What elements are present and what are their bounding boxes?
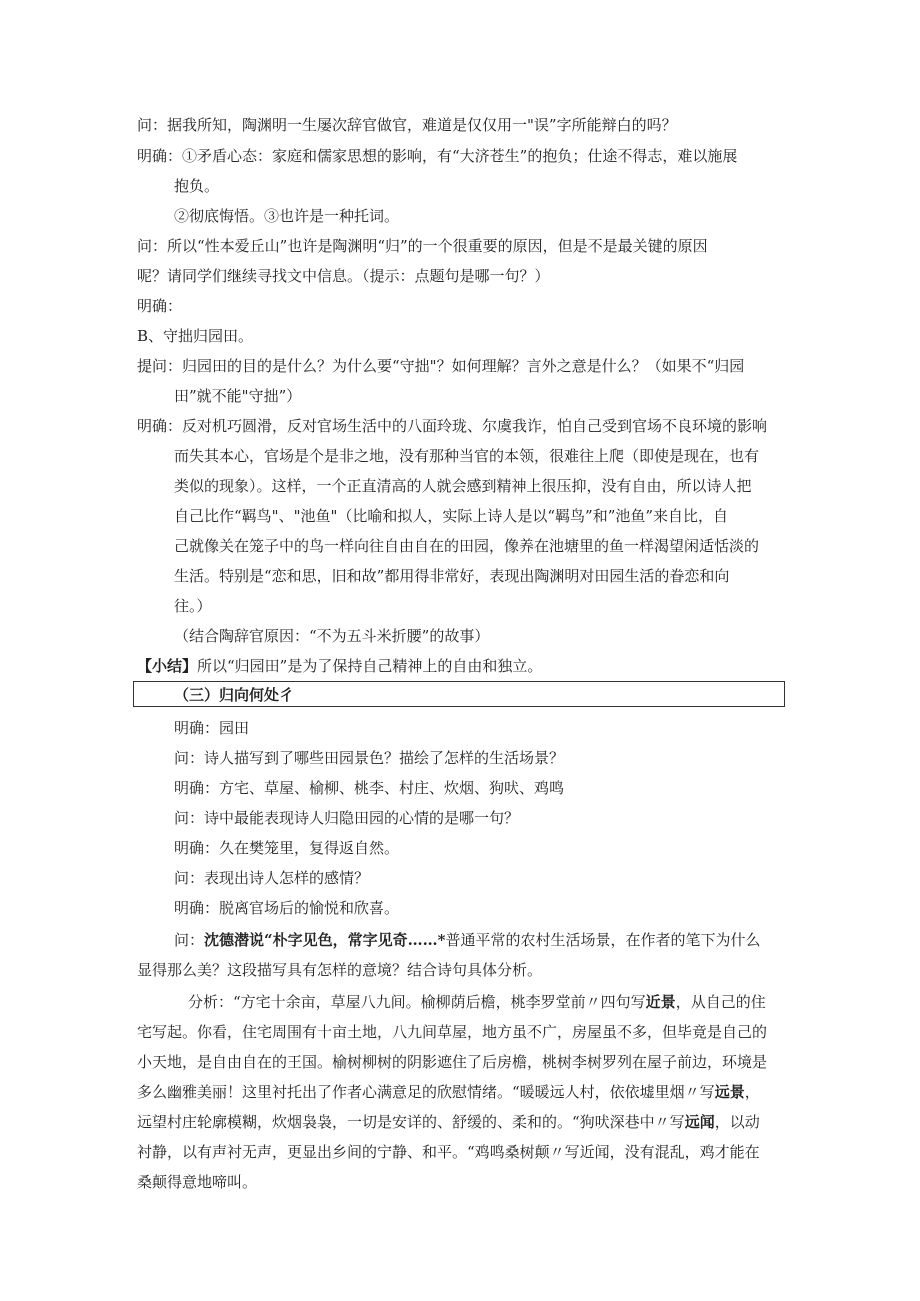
text-line: 问：所以“性本爱丘山”也许是陶渊明“归”的一个很重要的原因，但是不是最关键的原因 xyxy=(137,237,708,255)
text-line: 问：沈德潜说“朴字见色，常字见奇……*普通平常的农村生活场景，在作者的笔下为什么 xyxy=(174,931,761,949)
text-line: 己就像关在笼子中的鸟一样向往自由自在的田园，像养在池塘里的鱼一样渴望闲适恬淡的 xyxy=(174,537,760,555)
text-line: 多么幽雅美丽！这里衬托出了作者心满意足的欣慰情绪。“暖暖远人村，依依墟里烟〃写远景， xyxy=(137,1083,760,1101)
keyword-bold: 远闻 xyxy=(684,1113,715,1131)
text-line: 生活。特别是“恋和思，旧和故”都用得非常好，表现出陶渊明对田园生活的眷恋和向 xyxy=(174,567,730,585)
text-line: 明确：①矛盾心态：家庭和儒家思想的影响，有“大济苍生”的抱负；仕途不得志，难以施展 xyxy=(137,147,738,165)
keyword-bold: 近景 xyxy=(645,993,676,1011)
text-line: 显得那么美？这段描写具有怎样的意境？结合诗句具体分析。 xyxy=(137,961,543,979)
text-line: 明确：反对机巧圆滑，反对官场生活中的八面玲珑、尔虞我诈，怕自己受到官场不良环境的影响 xyxy=(137,417,768,435)
text-line: 而失其本心，官场是个是非之地，没有那种当官的本领，很难往上爬（即使是现在，也有 xyxy=(174,447,760,465)
text-line: 衬静，以有声衬无声，更显出乡间的宁静、和平。“鸡鸣桑树颠〃写近闻，没有混乱，鸡才能在 xyxy=(137,1143,760,1161)
text-line: 小天地，是自由自在的王国。榆树柳树的阴影遮住了后房檐，桃树李树罗列在屋子前边，环境是 xyxy=(137,1053,768,1071)
text-line: 明确：脱离官场后的愉悦和欣喜。 xyxy=(174,899,400,917)
summary-line xyxy=(137,656,542,676)
text-line: 提问：归园田的目的是什么？为什么要“守拙"？如何理解？言外之意是什么？（如果不“归园 xyxy=(137,357,745,375)
text-line: 问：诗中最能表现诗人归隐田园的心情的是哪一句？ xyxy=(174,809,520,827)
text-line: 桑颠得意地啼叫。 xyxy=(137,1173,258,1191)
text-line: 自己比作“羁鸟"、"池鱼"（比喻和拟人，实际上诗人是以“羁鸟”和”池鱼”来自比，自 xyxy=(174,507,729,525)
text-line: 往。） xyxy=(174,597,212,615)
text-line: B、守拙归园田。 xyxy=(137,327,254,345)
summary-label: 【小结】 xyxy=(137,657,198,675)
keyword-bold: 远景 xyxy=(714,1083,745,1101)
text-line: ②彻底悔悟。③也许是一种托词。 xyxy=(174,207,400,225)
text-line: 抱负。 xyxy=(174,177,220,195)
text-line: （结合陶辞官原因：“不为五斗米折腰”的故事） xyxy=(174,627,490,645)
text-line: 明确：园田 xyxy=(174,719,250,737)
text-line: 田”就不能"守拙”） xyxy=(174,387,302,405)
text-line: 明确：方宅、草屋、榆柳、桃李、村庄、炊烟、狗吠、鸡鸣 xyxy=(174,779,565,797)
text-line: 分析：“方宅十余亩，草屋八九间。榆柳荫后檐，桃李罗堂前〃四句写近景，从自己的住 xyxy=(188,993,766,1011)
text-line: 宅写起。你看，住宅周围有十亩土地，八九间草屋，地方虽不广，房屋虽不多，但毕竟是自己的 xyxy=(137,1023,768,1041)
text-line: 明确：久在樊笼里，复得返自然。 xyxy=(174,839,400,857)
text-line: 问：据我所知，陶渊明一生屡次辞官做官，难道是仅仅用一"误”字所能辩白的吗？ xyxy=(137,116,677,134)
text-line: 问：表现出诗人怎样的感情？ xyxy=(174,869,370,887)
text-line: 明确： xyxy=(137,297,183,315)
text-line: 呢？请同学们继续寻找文中信息。（提示：点题句是哪一句？） xyxy=(137,267,550,285)
summary-text: 所以“归园田”是为了保持自己精神上的自由和独立。 xyxy=(197,657,543,675)
text-line: 问：诗人描写到了哪些田园景色？描绘了怎样的生活场景？ xyxy=(174,749,565,767)
text-line: 类似的现象）。这样，一个正直清高的人就会感到精神上很压抑，没有自由，所以诗人把 xyxy=(174,477,752,495)
quote-bold: 沈德潜说“朴字见色，常字见奇……* xyxy=(204,931,446,949)
section-heading: （三）归向何处彳 xyxy=(174,686,295,704)
text-line: 远望村庄轮廓模糊，炊烟袅袅，一切是安详的、舒缓的、柔和的。“狗吠深巷中〃写远闻，以动 xyxy=(137,1113,760,1131)
